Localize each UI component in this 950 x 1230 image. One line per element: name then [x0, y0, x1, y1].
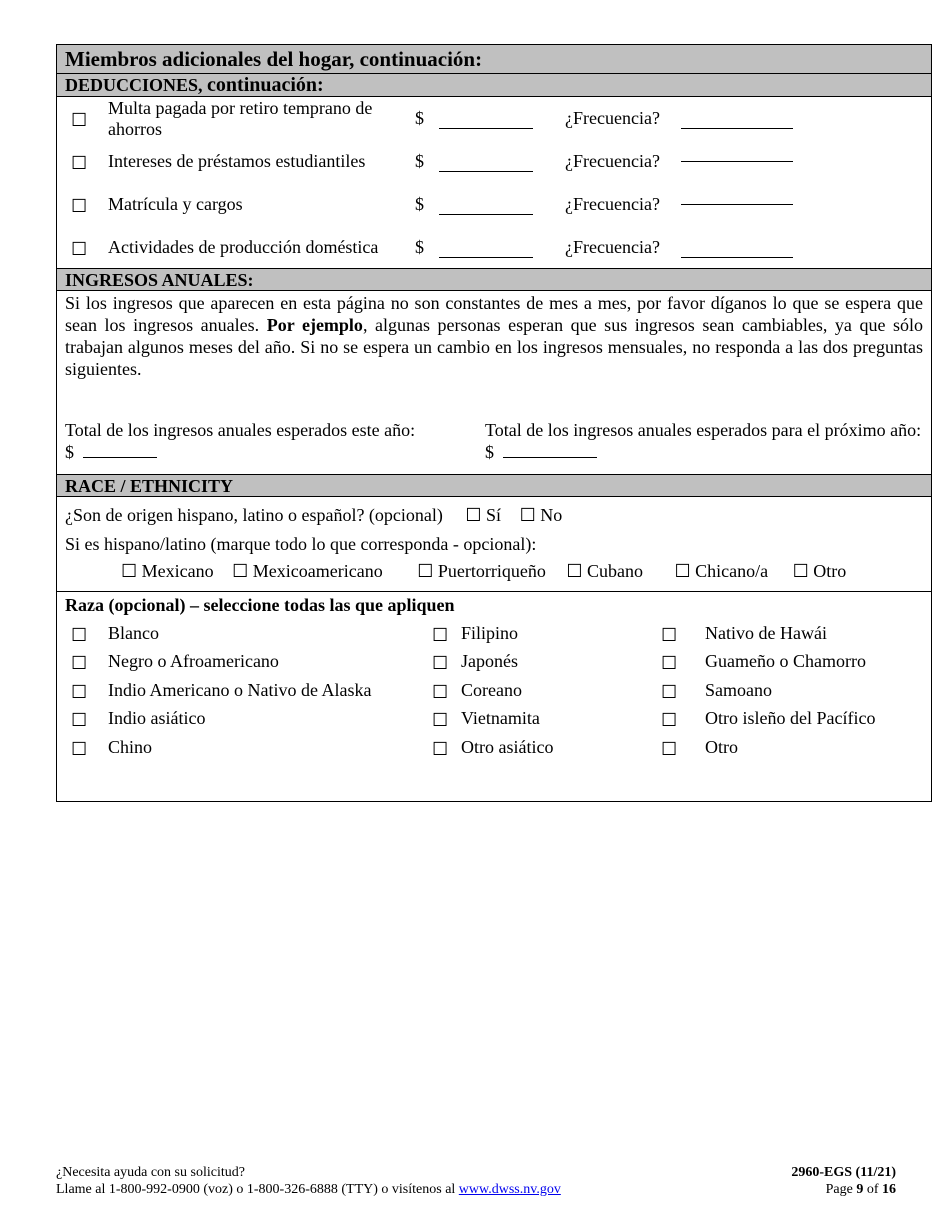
- checkbox[interactable]: ☐: [71, 239, 88, 259]
- dollar-sign: $: [415, 237, 424, 257]
- website-link[interactable]: www.dwss.nv.gov: [458, 1182, 561, 1197]
- checkbox[interactable]: ☐: [432, 625, 449, 645]
- hispanic-sub-question: Si es hispano/latino (marque todo lo que corresponda - opcional):: [65, 534, 537, 554]
- checkbox[interactable]: ☐: [661, 682, 678, 702]
- race-title: Raza (opcional) – seleccione todas las que apliquen: [65, 595, 455, 615]
- option-chicano[interactable]: ☐ Chicano/a: [674, 561, 769, 581]
- income-instructions: Si los ingresos que aparecen en esta página no son constantes de mes a mes, por favor díganos lo que se espera que sean los ingresos anuales. Por ejemplo, algunas personas esperan que sus ingresos sean cambiables, ya que sólo trabajan algunos meses del año. Si no se espera un cambio en los ingresos mensuales, no responda a las dos preguntas siguientes.: [65, 293, 924, 379]
- checkbox[interactable]: ☐: [71, 682, 88, 702]
- frequency-label: ¿Frecuencia?: [565, 108, 660, 128]
- race-section: Raza (opcional) – seleccione todas las que apliquen ☐ Blanco ☐ Negro o Afroamericano ☐ Indio Americano o Nativo de Alaska ☐ Indio asiático ☐ Chino ☐ Filipino ☐ Japonés ☐ Coreano ☐ Vietnamita ☐ Otro asiático ☐ Nativo de Hawái ☐ Guameño o Chamorro ☐ Samoano ☐ Otro isleño del Pacífico ☐ Otro: [65, 595, 876, 759]
- form-id: 2960-EGS (11/21): [791, 1165, 896, 1180]
- checkbox[interactable]: ☐: [661, 739, 678, 759]
- next-year-amount-field[interactable]: [503, 442, 597, 458]
- checkbox[interactable]: ☐: [71, 110, 88, 130]
- footer-form-info: [791, 1164, 896, 1198]
- frequency-field[interactable]: [681, 187, 793, 205]
- amount-field[interactable]: [439, 240, 533, 258]
- option-otro[interactable]: ☐ Otro: [792, 561, 847, 581]
- deduction-label: Matrícula y cargos: [108, 194, 243, 214]
- dollar-sign: $: [415, 194, 424, 214]
- option-mexicoamericano[interactable]: ☐ Mexicoamericano: [232, 561, 383, 581]
- option-puertorriqueno[interactable]: ☐ Puertorriqueño: [417, 561, 546, 581]
- deductions-header-prefix: DEDUCCIONES,: [65, 75, 203, 95]
- frequency-label: ¿Frecuencia?: [565, 237, 660, 257]
- checkbox[interactable]: ☐: [71, 153, 88, 173]
- checkbox[interactable]: ☐: [661, 625, 678, 645]
- hispanic-options: [121, 561, 860, 582]
- next-year-label: Total de los ingresos anuales esperados para el próximo año: $: [485, 420, 922, 462]
- race-ethnicity-header: RACE / ETHNICITY: [57, 474, 931, 497]
- frequency-field[interactable]: [681, 240, 793, 258]
- yes-checkbox[interactable]: ☐ Sí: [465, 505, 502, 525]
- checkbox[interactable]: ☐: [661, 653, 678, 673]
- amount-field[interactable]: [439, 111, 533, 129]
- deductions-header: [57, 74, 931, 97]
- checkbox[interactable]: ☐: [432, 710, 449, 730]
- form-title: Miembros adicionales del hogar, continuación:: [57, 45, 931, 74]
- annual-income-this-year: [65, 419, 445, 463]
- amount-field[interactable]: [439, 154, 533, 172]
- option-mexicano[interactable]: ☐ Mexicano: [121, 561, 214, 581]
- this-year-label: Total de los ingresos anuales esperados este año:: [65, 420, 416, 440]
- deduction-label: Intereses de préstamos estudiantiles: [108, 151, 366, 171]
- help-phone: Llame al 1-800-992-0900 (voz) o 1-800-326-6888 (TTY) o visítenos al: [56, 1182, 456, 1197]
- frequency-label: ¿Frecuencia?: [565, 151, 660, 171]
- frequency-field[interactable]: [681, 111, 793, 129]
- ethnicity-section: [57, 497, 931, 592]
- option-cubano[interactable]: ☐ Cubano: [566, 561, 643, 581]
- checkbox[interactable]: ☐: [71, 625, 88, 645]
- checkbox[interactable]: ☐: [71, 196, 88, 216]
- checkbox[interactable]: ☐: [71, 739, 88, 759]
- frequency-label: ¿Frecuencia?: [565, 194, 660, 214]
- checkbox[interactable]: ☐: [71, 653, 88, 673]
- hispanic-question: ¿Son de origen hispano, latino o español? (opcional): [65, 505, 443, 525]
- checkbox[interactable]: ☐: [432, 653, 449, 673]
- no-checkbox[interactable]: ☐ No: [519, 505, 563, 525]
- dollar-sign: $: [415, 108, 424, 128]
- dollar-sign: $: [415, 151, 424, 171]
- help-question: ¿Necesita ayuda con su solicitud?: [56, 1165, 245, 1180]
- deductions-header-suffix: continuación:: [207, 74, 324, 96]
- annual-income-next-year: [485, 419, 925, 463]
- deductions-section: [57, 97, 931, 268]
- checkbox[interactable]: ☐: [661, 710, 678, 730]
- hispanic-question-row: [65, 505, 562, 526]
- amount-field[interactable]: [439, 197, 533, 215]
- checkbox[interactable]: ☐: [432, 682, 449, 702]
- household-form: [56, 44, 932, 802]
- checkbox[interactable]: ☐: [71, 710, 88, 730]
- deduction-label: Multa pagada por retiro temprano de ahorros: [108, 98, 373, 139]
- dollar-sign: $: [65, 442, 74, 462]
- checkbox[interactable]: ☐: [432, 739, 449, 759]
- page-number: Page 9 of 16: [825, 1182, 896, 1197]
- frequency-field[interactable]: [681, 144, 793, 162]
- income-header: INGRESOS ANUALES:: [57, 268, 931, 291]
- income-section: [57, 291, 931, 474]
- this-year-amount-field[interactable]: [83, 442, 157, 458]
- footer-help: [56, 1164, 561, 1198]
- deduction-label: Actividades de producción doméstica: [108, 237, 379, 257]
